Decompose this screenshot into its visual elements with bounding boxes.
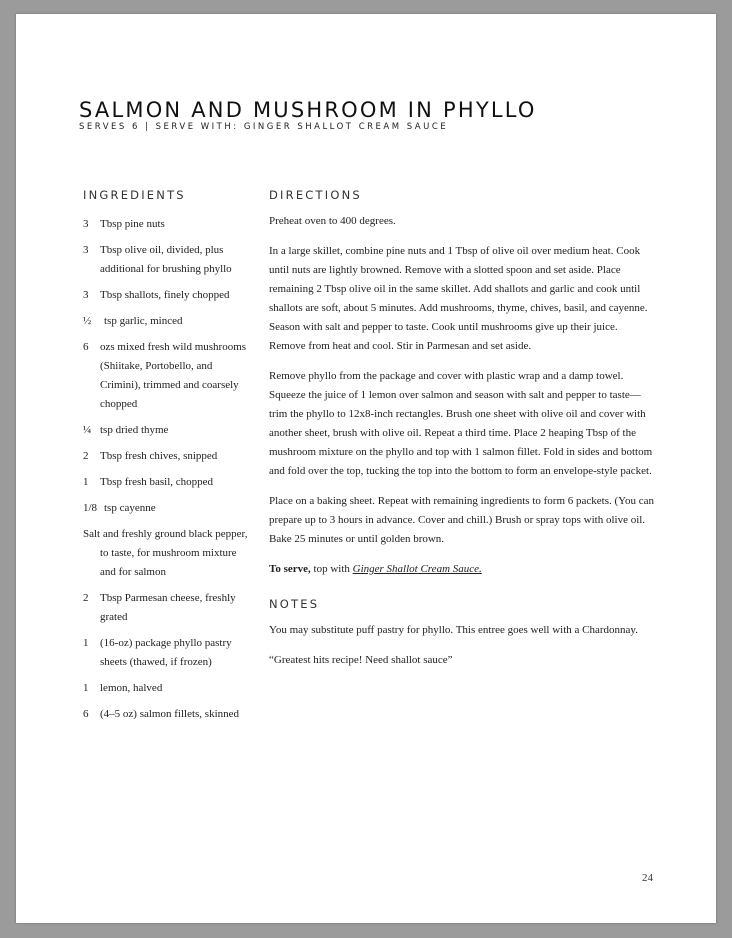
ingredient-item xyxy=(83,215,253,234)
ingredient-item xyxy=(83,679,253,698)
ingredient-item xyxy=(83,286,253,305)
ingredient-qty: ¼ xyxy=(83,424,92,436)
serve-lead: To serve, xyxy=(269,563,311,575)
recipe-page xyxy=(16,14,716,923)
ingredient-text: Tbsp olive oil, divided, plus additional for brushing phyllo xyxy=(100,244,232,275)
ingredient-qty: 6 xyxy=(83,341,89,353)
note-paragraph: “Greatest hits recipe! Need shallot sauce” xyxy=(269,654,453,666)
ingredient-qty: 3 xyxy=(83,289,89,301)
ingredient-item xyxy=(83,338,253,414)
ingredient-text: Salt and freshly ground black pepper, to taste, for mushroom mixture and for salmon xyxy=(83,528,248,578)
ingredient-item xyxy=(83,473,253,492)
ingredient-item xyxy=(83,421,253,440)
note-paragraph: You may substitute puff pastry for phyllo. This entree goes well with a Chardonnay. xyxy=(269,624,638,636)
ingredient-text: (16-oz) package phyllo pastry sheets (thawed, if frozen) xyxy=(100,637,232,668)
ingredient-qty: 3 xyxy=(83,218,89,230)
ingredient-qty: 1 xyxy=(83,682,89,694)
serve-instruction xyxy=(269,560,654,579)
ingredient-qty: 1 xyxy=(83,476,89,488)
ingredient-item xyxy=(83,499,253,518)
ingredient-item xyxy=(83,447,253,466)
direction-paragraph: Remove phyllo from the package and cover with plastic wrap and a damp towel. Squeeze the juice of 1 lemon over salmon and season with salt and pepper to taste—trim the phyllo to 12x8-inch rectangles. Brush one sheet with olive oil and cover with another sheet, brush with olive oil. Repeat a third time. Place 2 heaping Tbsp of the mushroom mixture on the phyllo and top with 1 salmon fillet. Fold in sides and bottom and fold over the top, tucking the top into the bottom to form an envelope-style packet. xyxy=(269,370,653,477)
ingredient-text: Tbsp pine nuts xyxy=(100,218,165,230)
directions-column xyxy=(269,188,654,681)
ingredient-text: lemon, halved xyxy=(100,682,163,694)
ingredient-text: tsp garlic, minced xyxy=(104,315,183,327)
direction-paragraph: In a large skillet, combine pine nuts and 1 Tbsp of olive oil over medium heat. Cook until nuts are lightly browned. Remove with a slotted spoon and set aside. Place remaining 2 Tbsp olive oil in the same skillet. Add shallots and garlic and cook until shallots are soft, about 5 minutes. Add mushrooms, thyme, chives, basil, and cayenne. Season with salt and pepper to taste. Cook until mushrooms give up their juice. Remove from heat and cool. Stir in Parmesan and set aside. xyxy=(269,245,648,352)
ingredient-qty: 6 xyxy=(83,708,89,720)
page-number: 24 xyxy=(642,872,653,884)
ingredient-text: tsp cayenne xyxy=(104,502,156,514)
recipe-title: SALMON AND MUSHROOM IN PHYLLO xyxy=(79,98,537,122)
ingredient-qty: 2 xyxy=(83,450,89,462)
ingredients-column xyxy=(83,188,253,731)
serve-text: top with xyxy=(313,563,350,575)
ingredient-qty: ½ xyxy=(83,315,92,327)
ingredients-heading: INGREDIENTS xyxy=(83,188,186,202)
directions-heading: DIRECTIONS xyxy=(269,188,362,202)
recipe-subtitle: SERVES 6 | SERVE WITH: GINGER SHALLOT CREAM SAUCE xyxy=(79,122,449,132)
ingredient-qty: 3 xyxy=(83,244,89,256)
ingredient-item xyxy=(83,525,253,582)
ingredient-item xyxy=(83,241,253,279)
notes-heading: NOTES xyxy=(269,597,320,611)
ingredient-item xyxy=(83,634,253,672)
ingredient-qty: 2 xyxy=(83,592,89,604)
ingredients-list xyxy=(83,215,253,724)
ingredient-text: Tbsp fresh chives, snipped xyxy=(100,450,218,462)
ingredient-item xyxy=(83,705,253,724)
ingredient-qty: 1/8 xyxy=(83,502,98,514)
ingredient-text: ozs mixed fresh wild mushrooms (Shiitake, Portobello, and Crimini), trimmed and coarsely chopped xyxy=(100,341,247,410)
direction-paragraph: Place on a baking sheet. Repeat with remaining ingredients to form 6 packets. (You can prepare up to 3 hours in advance. Cover and chill.) Brush or spray tops with olive oil. Bake 25 minutes or until golden brown. xyxy=(269,495,655,545)
ingredient-text: (4–5 oz) salmon fillets, skinned xyxy=(100,708,240,720)
ingredient-item xyxy=(83,589,253,627)
ingredient-qty: 1 xyxy=(83,637,89,649)
ingredient-text: Tbsp shallots, finely chopped xyxy=(100,289,230,301)
ingredient-text: tsp dried thyme xyxy=(100,424,169,436)
ingredient-text: Tbsp Parmesan cheese, freshly grated xyxy=(100,592,236,623)
sauce-recipe-link[interactable]: Ginger Shallot Cream Sauce. xyxy=(352,563,482,575)
direction-paragraph: Preheat oven to 400 degrees. xyxy=(269,215,396,227)
ingredient-item xyxy=(83,312,253,331)
ingredient-text: Tbsp fresh basil, chopped xyxy=(100,476,214,488)
